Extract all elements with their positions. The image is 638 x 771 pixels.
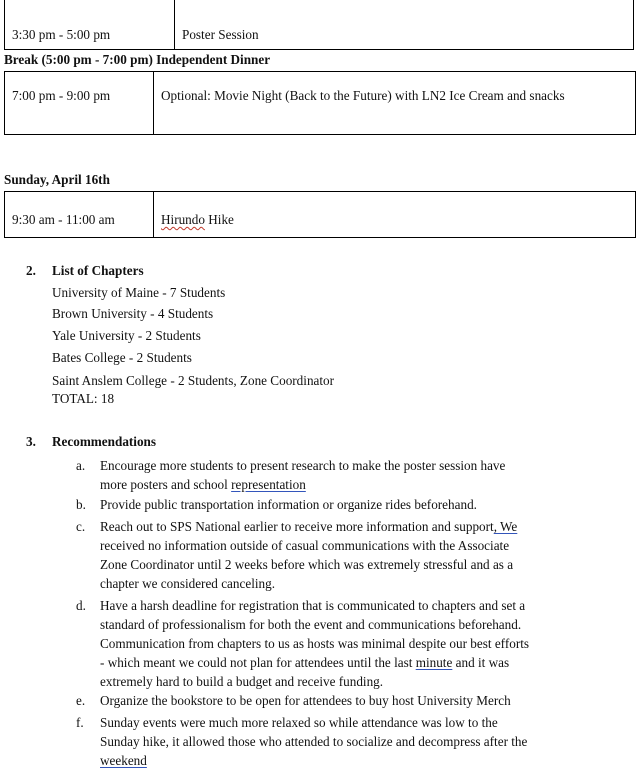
item-line: standard of professionalism for both the event and communications beforehand. [100,617,522,632]
item-letter: a. [76,458,86,473]
item-line: Sunday events were much more relaxed so while attendance was low to the [100,715,498,730]
schedule-table-row-movie [4,71,636,135]
item-line: Provide public transportation information or organize rides beforehand. [100,497,477,512]
section-number: 3. [26,434,36,449]
item-text: more posters and school [100,477,232,492]
chapter-list-item: Yale University - 2 Students [52,328,201,343]
chapter-list-item: Bates College - 2 Students [52,350,192,365]
grammar-flagged-word: weekend [100,753,147,768]
time-text: 3:30 pm - 5:00 pm [12,27,111,42]
item-line: Sunday hike, it allowed those who attended to socialize and decompress after the [100,734,528,749]
time-cell [5,192,154,237]
time-text: 7:00 pm - 9:00 pm [12,88,111,103]
item-letter: e. [76,693,86,708]
chapter-list-item: Saint Anslem College - 2 Students, Zone Coordinator [52,373,335,388]
time-cell [5,72,154,134]
schedule-table-row-hike [4,191,636,238]
recommendation-item-e [76,691,630,710]
recommendation-item-d [76,596,630,691]
item-line: chapter we considered canceling. [100,576,276,591]
item-letter: f. [76,715,84,730]
time-text: 9:30 am - 11:00 am [12,212,115,227]
break-line: Break (5:00 pm - 7:00 pm) Independent Dinner [4,52,271,67]
sunday-heading: Sunday, April 16th [4,172,110,187]
recommendation-item-c [76,517,630,593]
item-text: and it was [452,655,510,670]
item-line: Zone Coordinator until 2 weeks before which was extremely stressful and as a [100,557,514,572]
item-line: Organize the bookstore to be open for attendees to buy host University Merch [100,693,511,708]
item-line: extremely hard to build a budget and receive funding. [100,674,384,689]
item-letter: b. [76,497,86,512]
chapters-heading: List of Chapters [52,263,144,278]
recommendation-item-b [76,495,630,514]
item-text: - which meant we could not plan for attendees until the last [100,655,416,670]
item-line [100,517,630,536]
event-text: Optional: Movie Night (Back to the Future) with LN2 Ice Cream and snacks [161,88,565,103]
item-text: Reach out to SPS National earlier to receive more information and support [100,519,494,534]
chapter-list-item: University of Maine - 7 Students [52,285,226,300]
chapter-list-item: Brown University - 4 Students [52,306,214,321]
recommendation-item-f [76,713,630,770]
chapters-total: TOTAL: 18 [52,391,115,406]
item-line [100,751,630,770]
item-line: Have a harsh deadline for registration that is communicated to chapters and set a [100,598,526,613]
item-line [100,653,630,672]
event-text [161,210,234,229]
item-line [100,475,630,494]
grammar-flagged-word: representation [231,477,306,492]
recommendations-heading: Recommendations [52,434,157,449]
schedule-table-row-poster [4,0,634,50]
item-letter: d. [76,598,86,613]
event-text: Poster Session [182,27,259,42]
recommendation-item-a [76,456,630,494]
time-cell [5,0,175,49]
section-number: 2. [26,263,36,278]
item-line: Communication from chapters to us as hosts was minimal despite our best efforts [100,636,530,651]
event-suffix: Hike [204,212,234,227]
grammar-flagged-word: minute [415,655,453,670]
item-letter: c. [76,519,86,534]
misspelled-word: Hirundo [161,212,205,227]
item-line: Encourage more students to present research to make the poster session have [100,458,506,473]
grammar-flagged-word: , We [493,519,518,534]
item-line: received no information outside of casual communications with the Associate [100,538,510,553]
